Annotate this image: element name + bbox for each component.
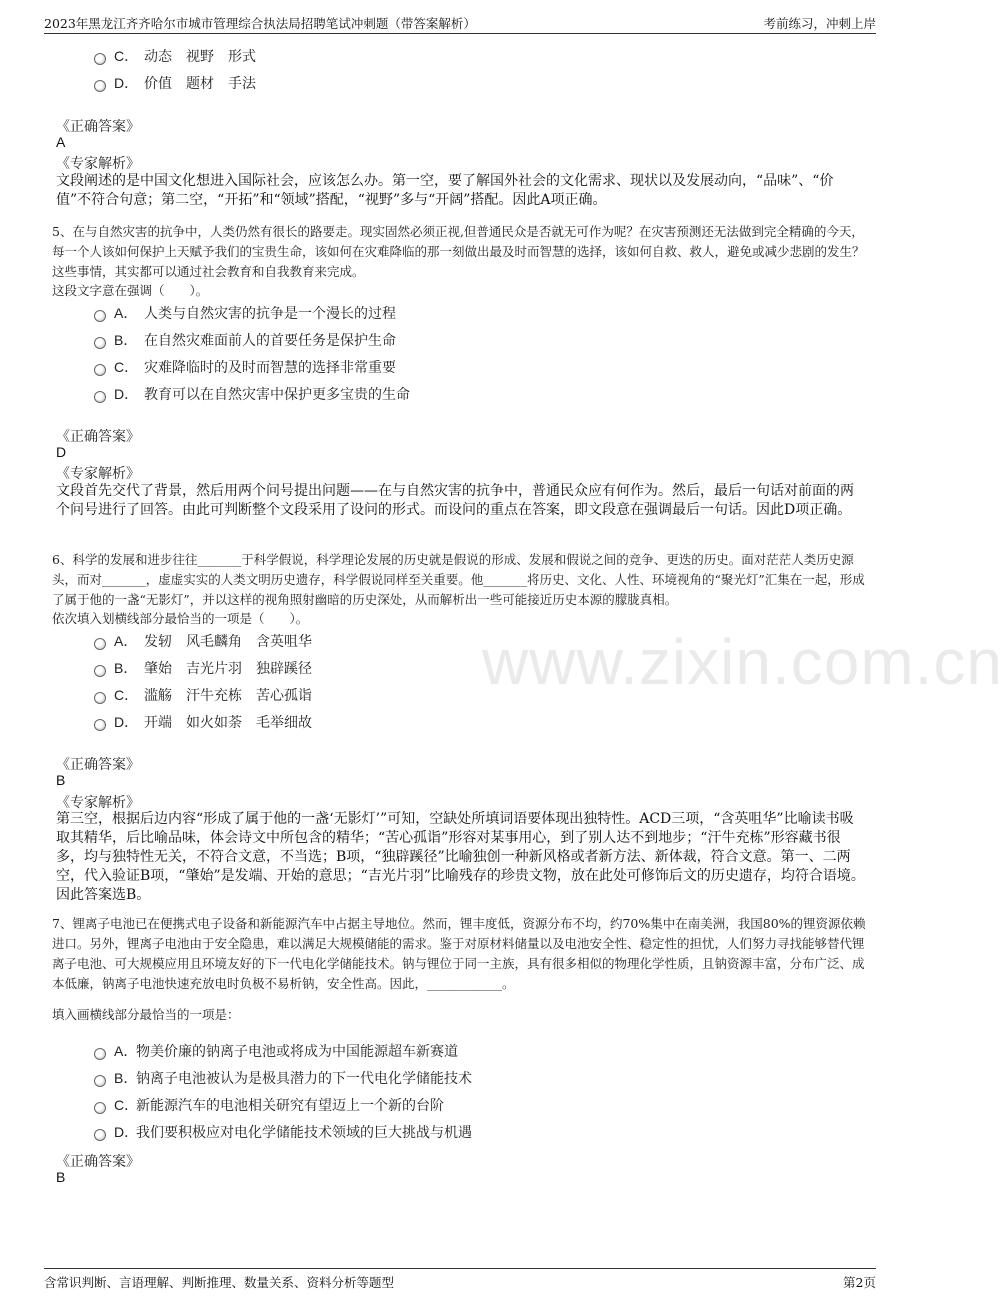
radio-icon[interactable]	[94, 1048, 106, 1060]
option-letter: A．	[114, 1043, 138, 1059]
q5-answer: D	[56, 444, 67, 460]
q4-analysis: 文段阐述的是中国文化想进入国际社会，应该怎么办。第一空，要了解国外社会的文化需求、现状以及发展动向，“品味”、“价值”不符合句意；第二空，“开拓”和“领域”搭配，“视野”多与“开阔”搭配。因此A项正确。	[56, 173, 834, 208]
option-text: 我们要积极应对电化学储能技术领域的巨大挑战与机遇	[136, 1125, 472, 1141]
radio-icon[interactable]	[94, 1102, 106, 1114]
option-text: 教育可以在自然灾害中保护更多宝贵的生命	[144, 387, 410, 403]
page-footer-topics: 含常识判断、言语理解、判断推理、数量关系、资料分析等题型	[44, 1275, 395, 1290]
q4-option-c[interactable]	[94, 46, 256, 66]
option-letter: B．	[114, 1070, 138, 1086]
q4-option-d[interactable]	[94, 73, 256, 93]
option-text: 动态 视野 形式	[144, 49, 256, 65]
option-text: 肇始 吉光片羽 独辟蹊径	[144, 661, 312, 677]
option-text: 开端 如火如荼 毛举细故	[144, 715, 312, 731]
q7-answer-label: 《正确答案》	[56, 1154, 140, 1170]
option-letter: B．	[114, 660, 138, 676]
option-letter: D．	[114, 1124, 139, 1140]
q5-analysis: 文段首先交代了背景，然后用两个问号提出问题——在与自然灾害的抗争中，普通民众应有何作为。然后，最后一句话对前面的两个问号进行了回答。由此可判断整个文段采用了设问的形式。而设问的重点在答案，即文段意在强调最后一句话。因此D项正确。	[56, 483, 854, 518]
radio-icon[interactable]	[94, 719, 106, 731]
page-header-title: 2023年黑龙江齐齐哈尔市城市管理综合执法局招聘笔试冲刺题（带答案解析）	[44, 16, 476, 31]
option-letter: B．	[114, 332, 138, 348]
radio-icon[interactable]	[94, 1129, 106, 1141]
option-text: 价值 题材 手法	[144, 76, 256, 92]
radio-icon[interactable]	[94, 638, 106, 650]
q4-analysis-label: 《专家解析》	[56, 156, 140, 172]
page-number: 第2页	[843, 1275, 876, 1290]
option-text: 新能源汽车的电池相关研究有望迈上一个新的台阶	[136, 1098, 444, 1114]
radio-icon[interactable]	[94, 665, 106, 677]
option-letter: D．	[114, 386, 139, 402]
watermark: www.zixin.com.cn	[482, 626, 1003, 698]
option-text: 发轫 风毛麟角 含英咀华	[144, 634, 312, 650]
q7-option-b[interactable]	[94, 1068, 472, 1088]
q6-stem: 6、科学的发展和进步往往_______于科学假说，科学理论发展的历史就是假说的形成、发展和假说之间的竞争、更迭的历史。面对茫茫人类历史源头，而对_______，虚虚实实的人类文明历史遗存，科学假说同样至关重要。他_______将历史、文化、人性、环境视角的“聚光灯”汇集在一起，形成了属于他的一盏“无影灯”，并以这样的视角照射幽暗的历史深处，从而解析出一些可能接近历史本源的朦胧真相。	[52, 552, 865, 607]
radio-icon[interactable]	[94, 692, 106, 704]
page-header-slogan: 考前练习，冲刺上岸	[763, 16, 876, 31]
q7-option-a[interactable]	[94, 1041, 458, 1061]
option-text: 灾难降临时的及时而智慧的选择非常重要	[144, 360, 396, 376]
radio-icon[interactable]	[94, 53, 106, 65]
radio-icon[interactable]	[94, 1075, 106, 1087]
option-text: 钠离子电池被认为是极具潜力的下一代电化学储能技术	[136, 1071, 472, 1087]
option-text: 人类与自然灾害的抗争是一个漫长的过程	[144, 306, 396, 322]
option-text: 滥觞 汗牛充栋 苦心孤诣	[144, 688, 312, 704]
q5-option-d[interactable]	[94, 384, 410, 404]
q7-prompt: 填入画横线部分最恰当的一项是：	[52, 1007, 240, 1022]
header-divider	[44, 33, 876, 34]
q6-analysis: 第三空，根据后边内容“形成了属于他的一盏‘无影灯’”可知，空缺处所填词语要体现出独特性。ACD三项，“含英咀华”比喻读书吸取其精华，后比喻品味，体会诗文中所包含的精华；“苦心孤诣”形容对某事用心，到了别人达不到地步；“汗牛充栋”形容藏书很多，均与独特性无关，不符合文意，不当选；B项，“独辟蹊径”比喻独创一种新风格或者新方法、新体裁，符合文意。第一、二两空，代入验证B项，“肇始”是发端、开始的意思；“吉光片羽”比喻残存的珍贵文物，放在此处可修饰后文的历史遗存，均符合语境。因此答案选B。	[56, 811, 865, 903]
option-letter: A．	[114, 633, 138, 649]
radio-icon[interactable]	[94, 337, 106, 349]
option-text: 物美价廉的钠离子电池或将成为中国能源超车新赛道	[136, 1044, 458, 1060]
q5-analysis-label: 《专家解析》	[56, 466, 140, 482]
q7-option-c[interactable]	[94, 1095, 444, 1115]
q6-option-b[interactable]	[94, 658, 312, 678]
option-letter: C．	[114, 48, 139, 64]
radio-icon[interactable]	[94, 80, 106, 92]
q6-answer-label: 《正确答案》	[56, 757, 140, 773]
q4-answer: A	[56, 134, 66, 150]
option-letter: A．	[114, 305, 138, 321]
option-letter: D．	[114, 714, 139, 730]
q6-analysis-label: 《专家解析》	[56, 795, 140, 811]
footer-divider	[44, 1268, 876, 1269]
option-text: 在自然灾难面前人的首要任务是保护生命	[144, 333, 396, 349]
q7-stem: 7、锂离子电池已在便携式电子设备和新能源汽车中占据主导地位。然而，锂丰度低，资源分布不均，约70%集中在南美洲，我国80%的锂资源依赖进口。另外，锂离子电池由于安全隐患，难以满足大规模储能的需求。鉴于对原材料储量以及电池安全性、稳定性的担忧，人们努力寻找能够替代锂离子电池、可大规模应用且环境友好的下一代电化学储能技术。钠与锂位于同一主族，具有很多相似的物理化学性质，且钠资源丰富，分布广泛、成本低廉，钠离子电池快速充放电时负极不易析钠，安全性高。因此，____________。	[52, 916, 866, 991]
q5-option-b[interactable]	[94, 330, 396, 350]
q7-option-d[interactable]	[94, 1122, 472, 1142]
q4-answer-label: 《正确答案》	[56, 119, 140, 135]
option-letter: C．	[114, 687, 139, 703]
q6-prompt: 依次填入划横线部分最恰当的一项是（ ）。	[52, 611, 309, 626]
option-letter: D．	[114, 75, 139, 91]
q6-answer: B	[56, 772, 66, 788]
q7-answer: B	[56, 1169, 66, 1185]
q5-prompt: 这段文字意在强调（ ）。	[52, 283, 209, 298]
radio-icon[interactable]	[94, 364, 106, 376]
radio-icon[interactable]	[94, 391, 106, 403]
q5-stem: 5、在与自然灾害的抗争中，人类仍然有很长的路要走。现实固然必须正视,但普通民众是否就无可作为呢？在灾害预测还无法做到完全精确的今天，每一个人该如何保护上天赋予我们的宝贵生命，该如何在灾难降临的那一刻做出最及时而智慧的选择，该如何自救、救人，避免或减少悲剧的发生？这些事情，其实都可以通过社会教育和自我教育来完成。	[52, 224, 865, 279]
radio-icon[interactable]	[94, 310, 106, 322]
option-letter: C．	[114, 359, 139, 375]
q6-option-d[interactable]	[94, 712, 312, 732]
q5-option-c[interactable]	[94, 357, 396, 377]
q6-option-c[interactable]	[94, 685, 312, 705]
q5-option-a[interactable]	[94, 303, 396, 323]
q5-answer-label: 《正确答案》	[56, 429, 140, 445]
q6-option-a[interactable]	[94, 631, 312, 651]
option-letter: C．	[114, 1097, 139, 1113]
